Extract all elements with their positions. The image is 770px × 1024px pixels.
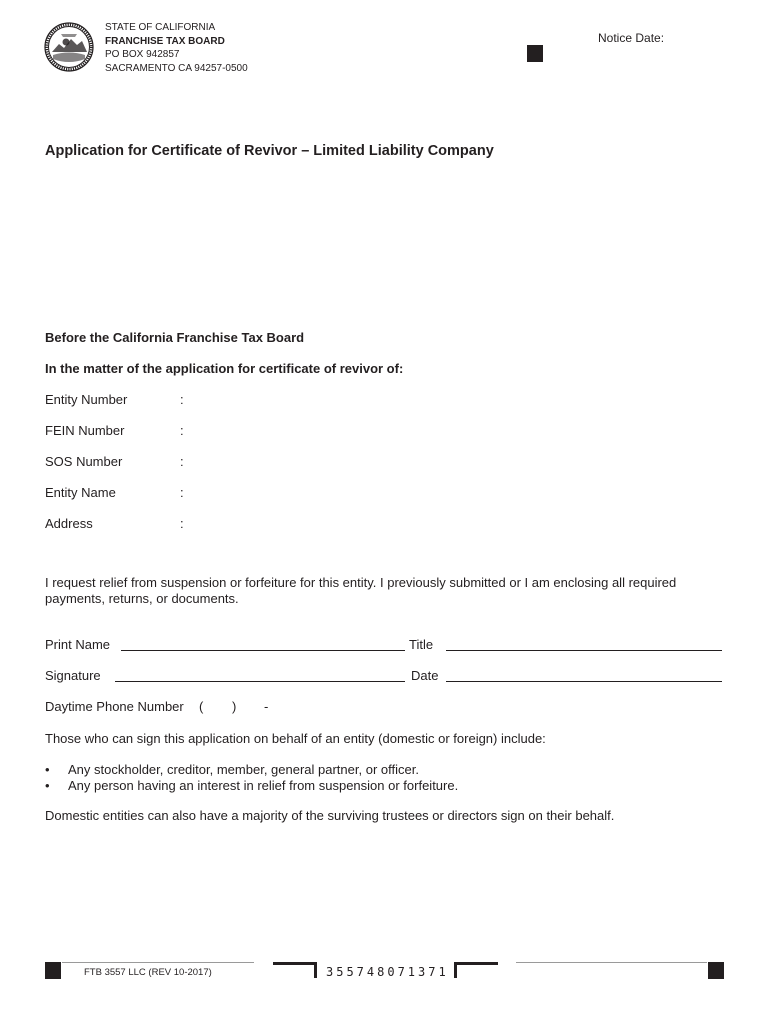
phone-dash: - — [264, 699, 269, 714]
entity-number-label: Entity Number — [45, 392, 128, 407]
agency-line: FRANCHISE TAX BOARD — [105, 35, 225, 47]
registration-marker-bottom-right — [708, 962, 724, 979]
list-item — [45, 762, 458, 778]
domestic-entities-note: Domestic entities can also have a majority of the surviving trustees or directors sign on their behalf. — [45, 808, 615, 823]
bullet: • — [45, 762, 50, 777]
field-colon: : — [180, 423, 184, 438]
matter-heading: In the matter of the application for certificate of revivor of: — [45, 361, 404, 376]
field-colon: : — [180, 485, 184, 500]
signature-field[interactable] — [115, 681, 405, 682]
notice-date-label: Notice Date: — [598, 31, 665, 45]
form-id: FTB 3557 LLC (REV 10-2017) — [84, 967, 212, 978]
agency-address — [105, 21, 248, 75]
signers-intro: Those who can sign this application on behalf of an entity (domestic or foreign) include: — [45, 731, 546, 746]
field-colon: : — [180, 454, 184, 469]
field-colon: : — [180, 516, 184, 531]
print-name-label: Print Name — [45, 637, 111, 652]
agency-line: PO BOX 942857 — [105, 49, 180, 60]
agency-line: SACRAMENTO CA 94257-0500 — [105, 62, 248, 74]
footer-rule-left — [62, 962, 254, 963]
barcode-bracket-left — [273, 962, 317, 978]
title-field[interactable] — [446, 650, 722, 651]
field-colon: : — [180, 392, 184, 407]
signature-label: Signature — [45, 668, 101, 683]
phone-close-paren: ) — [232, 699, 237, 714]
print-name-field[interactable] — [121, 650, 405, 651]
phone-open-paren: ( — [199, 699, 204, 714]
signer-text: Any person having an interest in relief from suspension or forfeiture. — [68, 778, 459, 793]
sos-number-label: SOS Number — [45, 454, 123, 469]
fein-number-label: FEIN Number — [45, 423, 125, 438]
relief-request-text: I request relief from suspension or forfeiture for this entity. I previously submitted or I am enclosing all required payments, returns, or documents. — [45, 575, 677, 606]
title-label: Title — [409, 637, 434, 652]
phone-label: Daytime Phone Number — [45, 699, 184, 714]
date-label: Date — [411, 668, 439, 683]
state-seal-icon — [44, 22, 94, 72]
list-item — [45, 778, 458, 794]
signer-text: Any stockholder, creditor, member, general partner, or officer. — [68, 762, 419, 777]
footer-rule-right — [516, 962, 707, 963]
page-title: Application for Certificate of Revivor – Limited Liability Company — [45, 143, 494, 159]
entity-name-label: Entity Name — [45, 485, 116, 500]
barcode-bracket-right — [454, 962, 498, 978]
barcode-number: 355748071371 — [326, 965, 449, 979]
date-field[interactable] — [446, 681, 722, 682]
before-board-heading: Before the California Franchise Tax Board — [45, 330, 305, 345]
bullet: • — [45, 778, 50, 793]
signers-list — [45, 762, 458, 794]
address-label: Address — [45, 516, 93, 531]
registration-marker-top — [527, 45, 543, 62]
agency-line: STATE OF CALIFORNIA — [105, 22, 216, 33]
registration-marker-bottom-left — [45, 962, 61, 979]
